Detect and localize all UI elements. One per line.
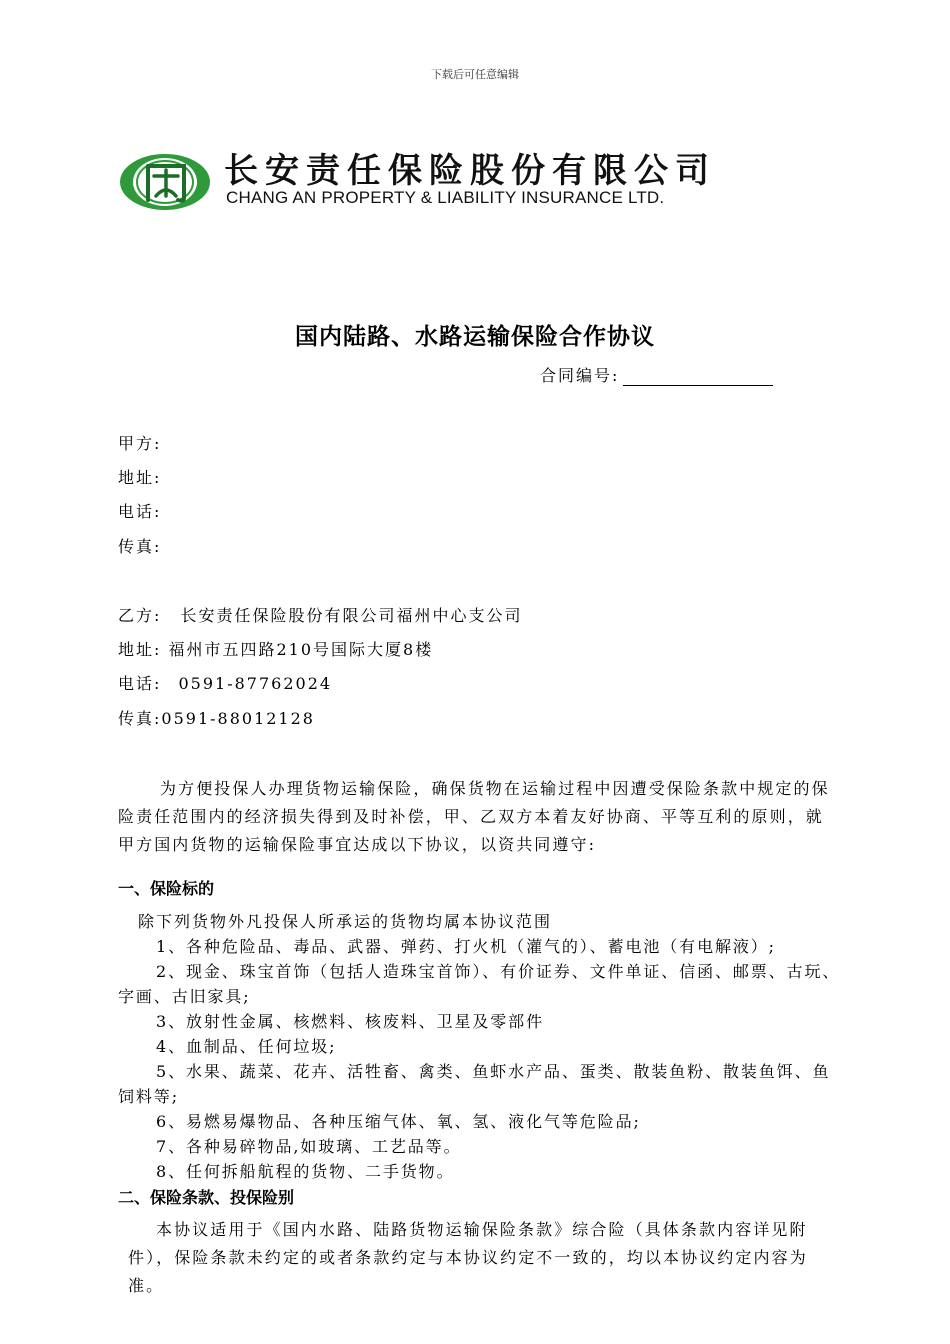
- party-b-name: [118, 605, 523, 627]
- contract-number-label: 合同编号:: [540, 366, 620, 385]
- party-b-address-value: 福州市五四路210号国际大厦8楼: [168, 640, 434, 659]
- list-item: 1、各种危险品、毒品、武器、弹药、打火机（灌气的）、蓄电池（有电解液）;: [156, 937, 776, 956]
- preamble-paragraph: 为方便投保人办理货物运输保险，确保货物在运输过程中因遭受保险条款中规定的保险责任范围内的经济损失得到及时补偿，甲、乙双方本着友好协商、平等互利的原则，就甲方国内货物的运输保险事宜达成以下协议，以资共同遵守:: [118, 779, 830, 854]
- header-note: 下载后可任意编辑: [431, 68, 519, 81]
- list-item: 2、现金、珠宝首饰（包括人造珠宝首饰）、有价证券、文件单证、信函、邮票、古玩、字画、古旧家具;: [118, 962, 841, 1006]
- party-b-phone: [118, 673, 332, 695]
- document-title: 国内陆路、水路运输保险合作协议: [295, 324, 655, 350]
- section-1-heading: 一、保险标的: [118, 879, 215, 898]
- party-a-address: [118, 467, 161, 489]
- contract-number: [540, 363, 773, 386]
- party-a-phone-label: 电话:: [118, 502, 162, 521]
- list-item: 7、各种易碎物品,如玻璃、工艺品等。: [156, 1137, 462, 1156]
- list-item: 6、易燃易爆物品、各种压缩气体、氧、氢、液化气等危险品;: [156, 1112, 641, 1131]
- list-item: 4、血制品、任何垃圾;: [156, 1037, 337, 1056]
- company-name-en: CHANG AN PROPERTY & LIABILITY INSURANCE LTD.: [226, 188, 665, 207]
- list-item: 5、水果、蔬菜、花卉、活牲畜、禽类、鱼虾水产品、蛋类、散装鱼粉、散装鱼饵、鱼饲料等;: [118, 1062, 831, 1106]
- party-b-fax-value: 0591-88012128: [161, 709, 315, 728]
- party-a-address-label: 地址:: [118, 468, 162, 487]
- party-b-fax-label: 传真:: [118, 709, 162, 728]
- party-b-address-label: 地址:: [118, 640, 162, 659]
- list-item: 3、放射性金属、核燃料、核废料、卫星及零部件: [156, 1012, 544, 1031]
- party-b-name-label: 乙方:: [118, 606, 162, 625]
- party-a-phone: [118, 501, 161, 523]
- section-2-heading: 二、保险条款、投保险别: [118, 1188, 295, 1207]
- section-2-body: 本协议适用于《国内水路、陆路货物运输保险条款》综合险（具体条款内容详见附件），保险条款未约定的或者条款约定与本协议约定不一致的，均以本协议约定内容为准。: [128, 1220, 808, 1295]
- company-name-cn: 长安责任保险股份有限公司: [224, 151, 716, 191]
- company-emblem-icon: [118, 152, 212, 212]
- company-logo: [118, 152, 798, 214]
- contract-number-blank[interactable]: [623, 369, 773, 386]
- party-b-name-value: 长安责任保险股份有限公司福州中心支公司: [180, 606, 523, 625]
- list-item: 8、任何拆船航程的货物、二手货物。: [156, 1162, 455, 1181]
- party-b-address: [118, 639, 433, 661]
- party-a-fax-label: 传真:: [118, 537, 162, 556]
- party-a-fax: [118, 536, 161, 558]
- party-a-name: [118, 433, 161, 455]
- section-1-intro: 除下列货物外凡投保人所承运的货物均属本协议范围: [138, 912, 553, 931]
- party-a-name-label: 甲方:: [118, 434, 162, 453]
- party-b-phone-label: 电话:: [118, 674, 162, 693]
- party-b-phone-value: 0591-87762024: [178, 674, 333, 693]
- party-b-fax: [118, 708, 315, 730]
